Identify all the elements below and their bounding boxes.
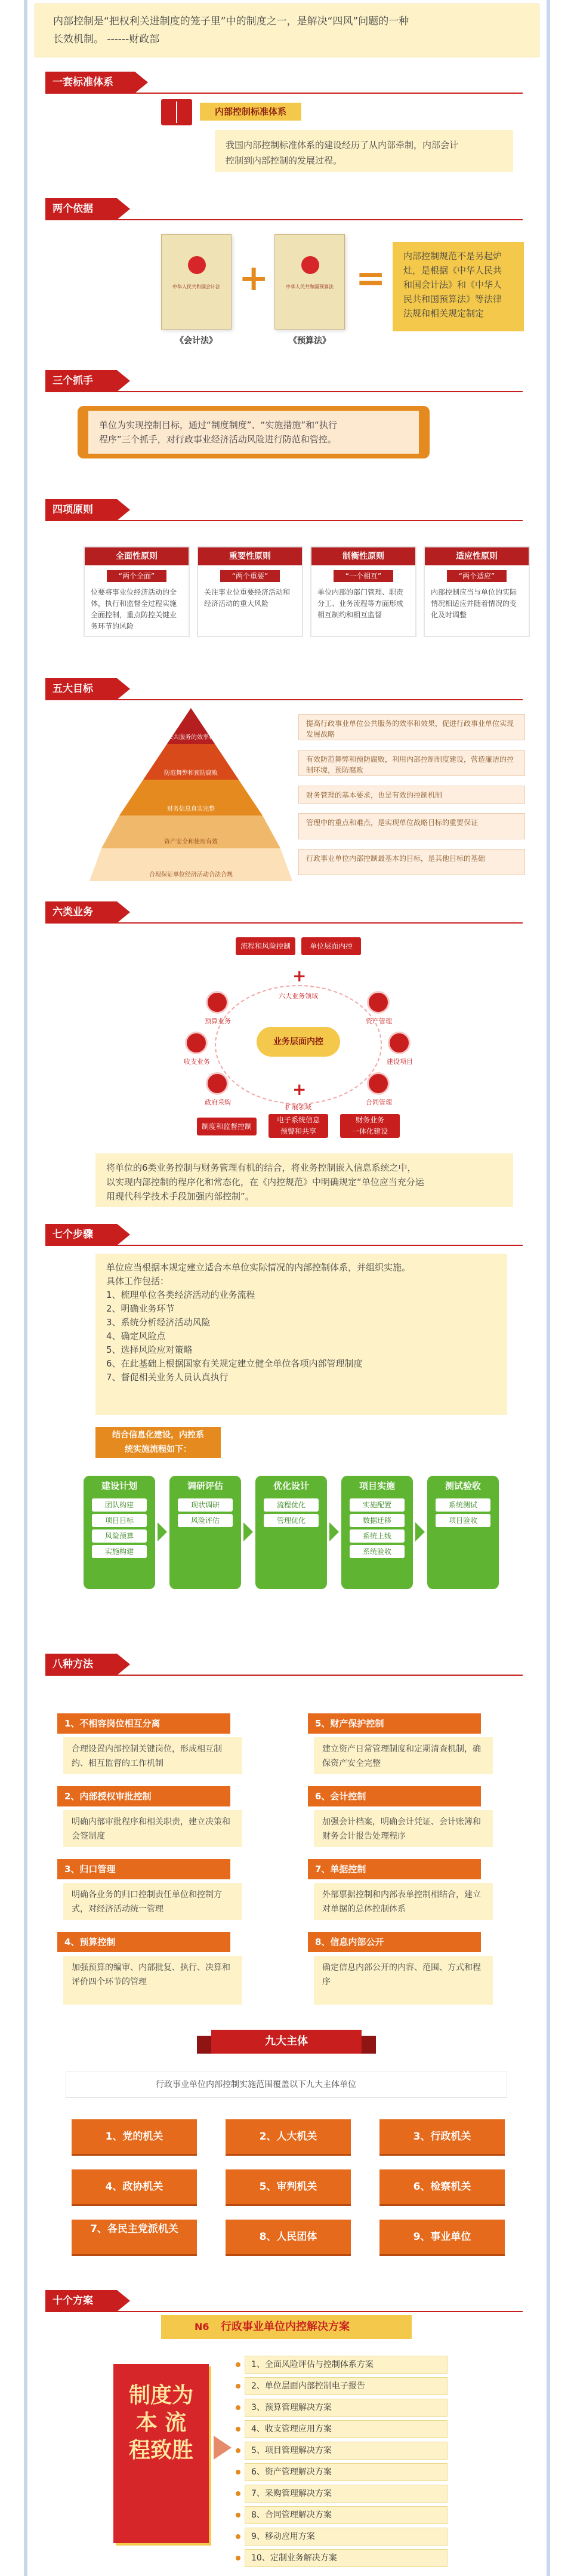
method-title: 5、财产保护控制 (308, 1713, 481, 1734)
subject-item: 2、人大机关 (226, 2119, 351, 2154)
accounting-law-caption: 《会计法》 (175, 336, 217, 346)
step-card-item: 风险预算 (92, 1529, 147, 1543)
bottom-node-system (269, 1114, 328, 1138)
method-title: 4、预算控制 (57, 1932, 230, 1952)
plan-item: 8、合同管理解决方案 (245, 2506, 448, 2524)
standards-desc-line-1: 我国内部控制标准体系的建设经历了从内部牵制，内部会计 (226, 140, 459, 150)
subject-item: 1、党的机关 (72, 2119, 197, 2154)
pyramid-label: 提高公共服务的效率和效果 (155, 734, 227, 741)
business-item-label: 预算业务 (205, 1017, 231, 1025)
arrow-right-icon (415, 1522, 425, 1541)
step-card-item: 系统测试 (436, 1498, 490, 1512)
section-tag-basis: 两个依据 (45, 198, 117, 220)
equals-icon: = (356, 257, 386, 299)
principle-card (310, 546, 416, 637)
budget-law-caption: 《预算法》 (289, 336, 331, 346)
arrow-right-icon (329, 1522, 339, 1541)
step-card-item: 系统验收 (350, 1545, 405, 1558)
section-tag-methods: 八种方法 (45, 1654, 117, 1675)
plan-item: 6、资产管理解决方案 (245, 2463, 448, 2481)
subjects-intro: 行政事业单位内部控制实施范围覆盖以下九大主体单位 (66, 2072, 507, 2098)
step-card-item: 系统上线 (350, 1529, 405, 1543)
pyramid-label: 财务信息真实完整 (167, 806, 215, 812)
business-item-label: 收支业务 (184, 1058, 210, 1066)
step-card (341, 1476, 413, 1589)
doc-title: 中华人民共和国预算法 (286, 284, 334, 290)
method-body: 加强预算的编审、内部批复、执行、决算和评价四个环节的管理 (63, 1956, 242, 2005)
levers-line-2: 程序”三个抓手，对行政事业经济活动风险进行防范和管控。 (99, 434, 337, 445)
method-title: 1、不相容岗位相互分离 (57, 1713, 230, 1734)
principle-text: 关注事业位重要经济活动和经济活动的重大风险 (204, 588, 291, 608)
step-card-item: 管理优化 (264, 1514, 319, 1527)
bottom-node-line: 电子系统信息 (276, 1116, 320, 1124)
step-card-title: 项目实施 (359, 1481, 395, 1491)
business-item-label: 建设项目 (387, 1058, 413, 1066)
bottom-node-line: 预警和共享 (280, 1127, 316, 1135)
procurement-icon (206, 1072, 229, 1095)
section-divider (45, 1675, 523, 1676)
step-card-item: 实施构建 (92, 1545, 147, 1558)
section-divider (45, 922, 523, 924)
method-body: 建立资产日常管理制度和定期清查机制，确保资产安全完整 (314, 1737, 493, 1774)
asset-icon (367, 991, 390, 1014)
step-card (427, 1476, 499, 1589)
step-item: 2、明确业务环节 (106, 1303, 175, 1314)
basis-note (393, 242, 524, 331)
arrow-right-icon (214, 2436, 232, 2460)
step-card-title: 优化设计 (273, 1481, 309, 1491)
method-body: 外部票据控制和内部表单控制相结合，建立对单据的总体控制体系 (314, 1883, 493, 1920)
section-divider (45, 2311, 523, 2312)
section-divider (45, 520, 523, 521)
section-divider (45, 699, 523, 700)
principle-subtitle: “一个相互” (334, 570, 393, 582)
steps-box (95, 1254, 507, 1415)
method-title: 8、信息内部公开 (308, 1932, 481, 1952)
top-node-process: 流程和风险控制 (236, 937, 295, 955)
principle-text: 单位内部的部门管理、职责分工、业务流程等方面形成相互制约和相互监督 (317, 588, 404, 619)
principle-card (197, 546, 303, 637)
goal-description: 财务管理的基本要求，也是有效的控制机制 (298, 786, 525, 804)
principle-title: 重要性原则 (198, 547, 302, 565)
goal-description: 有效防范舞弊和预防腐败，利用内部控制制度建设，营造廉洁的控制环境，预防腐败 (298, 750, 525, 776)
plans-banner (161, 2315, 412, 2339)
pyramid-label: 合理保证单位经济活动合法合规 (149, 872, 233, 878)
plan-item: 3、预算管理解决方案 (245, 2399, 448, 2417)
subject-item: 8、人民团体 (226, 2220, 351, 2254)
combine-label (95, 1427, 221, 1458)
principle-title: 适应性原则 (425, 547, 529, 565)
section-tag-standards: 一套标准体系 (45, 72, 135, 93)
plan-item: 7、采购管理解决方案 (245, 2485, 448, 2503)
bottom-node-finance (340, 1114, 400, 1138)
pyramid-label: 防范舞弊和预防腐败 (164, 770, 218, 777)
business-desc-line: 用现代科学技术手段加强内部控制”。 (106, 1191, 254, 1202)
step-card (169, 1476, 241, 1589)
subject-item: 6、检察机关 (379, 2169, 505, 2204)
method-title: 7、单据控制 (308, 1859, 481, 1879)
expand-areas-label: 扩展领域 (285, 1103, 311, 1111)
subject-item: 5、审判机关 (226, 2169, 351, 2204)
step-card-item: 现状调研 (178, 1498, 233, 1512)
principle-title: 制衡性原则 (311, 547, 415, 565)
principle-subtitle: “两个适应” (447, 570, 507, 582)
step-card-item: 风险评估 (178, 1514, 233, 1527)
method-body: 明确内部审批程序和相关职责，建立决策和会签制度 (63, 1810, 242, 1847)
step-item: 7、督促相关业务人员认真执行 (106, 1372, 229, 1383)
plans-banner-title: 行政事业单位内控解决方案 (221, 2320, 350, 2333)
bottom-node-control: 制度和监督控制 (197, 1118, 257, 1135)
principle-subtitle: “两个全面” (107, 570, 166, 582)
doc-title: 中华人民共和国会计法 (172, 284, 220, 290)
step-item: 3、系统分析经济活动风险 (106, 1317, 211, 1328)
plan-item: 10、定制业务解决方案 (245, 2549, 448, 2567)
steps-intro: 具体工作包括： (106, 1276, 169, 1287)
section-divider (45, 93, 523, 94)
step-card (255, 1476, 327, 1589)
method-body: 加强会计档案，明确会计凭证、会计账簿和财务会计报告处理程序 (314, 1810, 493, 1847)
business-desc-line: 将单位的6类业务控制与财务管理有机的结合，将业务控制嵌入信息系统之中， (106, 1162, 416, 1173)
method-title: 6、会计控制 (308, 1786, 481, 1806)
arrow-right-icon (158, 1522, 167, 1541)
intro-line-1: 内部控制是“把权利关进制度的笼子里”中的制度之一，是解决“四风”问题的一种 (53, 16, 409, 27)
business-item-label: 合同管理 (366, 1098, 392, 1106)
plus-icon: + (239, 257, 269, 299)
plan-item: 5、项目管理解决方案 (245, 2442, 448, 2460)
contract-icon (367, 1072, 390, 1095)
subject-item: 3、行政机关 (379, 2119, 505, 2154)
section-divider (45, 1245, 523, 1246)
section-divider (45, 391, 523, 392)
method-title: 3、归口管理 (57, 1859, 230, 1879)
center-node: 业务层面内控 (257, 1027, 340, 1057)
levers-line-1: 单位为实现控制目标，通过“制度制度”、“实施措施”和“执行 (99, 420, 337, 430)
top-node-unit: 单位层面内控 (301, 937, 361, 955)
plan-item: 4、收支管理应用方案 (245, 2420, 448, 2438)
plan-item: 9、移动应用方案 (245, 2528, 448, 2546)
business-item-label: 政府采购 (205, 1098, 231, 1106)
step-card-item: 项目验收 (436, 1514, 490, 1527)
slogan-box: 制度为本 流程致胜 (113, 2364, 209, 2543)
section-tag-principles: 四项原则 (45, 499, 117, 521)
step-card-item: 流程优化 (264, 1498, 319, 1512)
principle-text: 内部控制应当与单位的实际情况相适应并随着情况的变化及时调整 (431, 588, 517, 619)
national-emblem-icon (188, 256, 206, 274)
principle-card (84, 546, 190, 637)
standards-desc-line-2: 控制到内部控制的发展过程。 (226, 155, 342, 166)
step-card-item: 实施配置 (350, 1498, 405, 1512)
steps-intro: 单位应当根据本规定建立适合本单位实际情况的内部控制体系，并组织实施。 (106, 1262, 411, 1273)
bottom-node-line: 一体化建设 (351, 1127, 388, 1135)
bottom-node-line: 财务业务 (355, 1116, 384, 1124)
revenue-icon (185, 1032, 208, 1054)
step-item: 5、选择风险应对策略 (106, 1344, 193, 1355)
basis-note-line: 内部控制规范不是另起炉 (403, 251, 502, 261)
goal-description: 提高行政事业单位公共服务的效率和效果，促进行政事业单位实现发展战略 (298, 714, 525, 740)
step-item: 6、在此基础上根据国家有关规定建立健全单位各项内部管理制度 (106, 1358, 363, 1369)
business-description (95, 1153, 513, 1207)
plan-item: 1、全面风险评估与控制体系方案 (245, 2356, 448, 2374)
subject-item: 9、事业单位 (379, 2220, 505, 2254)
plus-icon: + (292, 966, 307, 986)
accounting-law-book-image (161, 234, 232, 330)
subjects-title: 九大主体 (211, 2030, 362, 2054)
combine-line: 统实施流程如下： (125, 1445, 192, 1454)
section-tag-business: 六类业务 (45, 901, 117, 923)
goal-description: 管理中的重点和难点，是实现单位战略目标的重要保证 (298, 813, 525, 839)
step-card-item: 团队构建 (92, 1498, 147, 1512)
construction-icon (388, 1032, 411, 1054)
subject-item: 7、各民主党派机关 (72, 2220, 197, 2254)
principle-title: 全面性原则 (85, 547, 189, 565)
subjects-ribbon (197, 2030, 376, 2057)
principle-card (424, 546, 530, 637)
method-body: 合理设置内部控制关键岗位，形成相互制约、相互监督的工作机制 (63, 1737, 242, 1774)
basis-note-line: 和国会计法》和《中华人 (403, 279, 502, 290)
principle-subtitle: “两个重要” (220, 570, 280, 582)
step-card-item: 项目目标 (92, 1514, 147, 1527)
step-card-title: 建设计划 (101, 1481, 137, 1491)
section-divider (45, 219, 523, 220)
plan-item: 2、单位层面内部控制电子报告 (245, 2377, 448, 2395)
intro-quote (35, 4, 539, 57)
plus-icon: + (292, 1079, 307, 1099)
pyramid-label: 资产安全和使用有效 (164, 839, 218, 845)
basis-note-line: 民共和国预算法》等法律 (403, 294, 502, 304)
step-card-title: 调研评估 (187, 1481, 223, 1491)
section-tag-steps: 七个步骤 (45, 1224, 117, 1245)
method-title: 2、内部授权审批控制 (57, 1786, 230, 1806)
step-card-item: 数据迁移 (350, 1514, 405, 1527)
section-tag-goals: 五大目标 (45, 678, 117, 700)
combine-line: 结合信息化建设，内控系 (112, 1430, 204, 1440)
step-card-title: 测试验收 (445, 1481, 481, 1491)
n6-logo: N6 (195, 2321, 209, 2332)
principle-text: 位要将事业位经济活动的全体，执行和监督全过程实施全面控制，重点防控关键业务环节的风险 (91, 588, 177, 630)
step-card (84, 1476, 155, 1589)
budget-icon (206, 991, 229, 1014)
goals-pyramid (90, 708, 292, 887)
business-item-label: 资产管理 (366, 1017, 392, 1025)
method-body: 确定信息内部公开的内容、范围、方式和程序 (314, 1956, 493, 2005)
standards-label: 内部控制标准体系 (200, 103, 301, 121)
intro-line-2: 长效机制。 ------财政部 (53, 33, 160, 45)
six-areas-label: 六大业务领域 (279, 992, 318, 1000)
subject-item: 4、政协机关 (72, 2169, 197, 2204)
book-icon (161, 99, 192, 125)
budget-law-book-image (274, 234, 345, 330)
step-item: 4、确定风险点 (106, 1331, 166, 1341)
standards-description (215, 130, 513, 172)
method-body: 明确各业务的归口控制责任单位和控制方式，对经济活动统一管理 (63, 1883, 242, 1920)
levers-description (88, 411, 419, 454)
goal-description: 行政事业单位内部控制最基本的目标，是其他目标的基础 (298, 849, 525, 875)
step-item: 1、梳理单位各类经济活动的业务流程 (106, 1289, 255, 1300)
basis-note-line: 灶，是根据《中华人民共 (403, 265, 502, 276)
business-desc-line: 以实现内部控制的程序化和常态化，在《内控规范》中明确规定“单位应当充分运 (106, 1177, 424, 1187)
national-emblem-icon (301, 256, 319, 274)
section-tag-plans: 十个方案 (45, 2290, 117, 2312)
arrow-right-icon (243, 1522, 253, 1541)
section-tag-levers: 三个抓手 (45, 370, 117, 392)
basis-note-line: 法规和相关规定制定 (403, 308, 484, 319)
